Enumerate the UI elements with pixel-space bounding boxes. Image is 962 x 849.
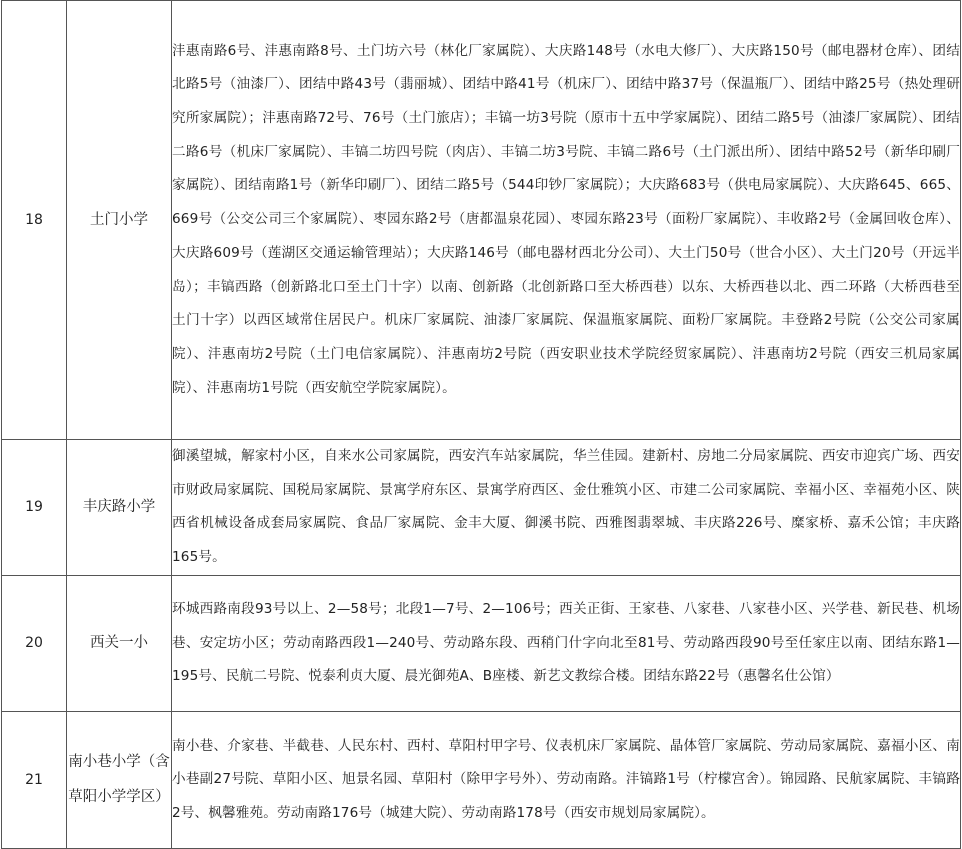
school-name: 土门小学: [67, 1, 172, 440]
table-row: [2, 1, 961, 440]
school-district-table: [1, 0, 961, 849]
school-name: 西关一小: [67, 575, 172, 711]
district-area: 沣惠南路6号、沣惠南路8号、土门坊六号（林化厂家属院）、大庆路148号（水电大修厂）、大庆路150号（邮电器材仓库）、团结北路5号（油漆厂）、团结中路43号（翡丽城）、团结中路41号（机床厂）、团结中路37号（保温瓶厂）、团结中路25号（热处理研究所家属院）；沣惠南路72号、76号（土门旅店）；丰镐一坊3号院（原市十五中学家属院）、团结二路5号（油漆厂家属院）、团结二路6号（机床厂家属院）、丰镐二坊四号院（肉店）、丰镐二坊3号院、丰镐二路6号（土门派出所）、团结中路52号（新华印刷厂家属院）、团结南路1号（新华印刷厂）、团结二路5号（544印钞厂家属院）；大庆路683号（供电局家属院）、大庆路645、665、669号（公交公司三个家属院）、枣园东路2号（唐都温泉花园）、枣园东路23号（面粉厂家属院）、丰收路2号（金属回收仓库）、大庆路609号（莲湖区交通运输管理站）；大庆路146号（邮电器材西北分公司）、大土门50号（世合小区）、大土门20号（开远半岛）；丰镐西路（创新路北口至土门十字）以南、创新路（北创新路口至大桥西巷）以东、大桥西巷以北、西二环路（大桥西巷至土门十字）以西区域常住居民户。机床厂家属院、油漆厂家属院、保温瓶家属院、面粉厂家属院。丰登路2号院（公交公司家属院）、沣惠南坊2号院（土门电信家属院）、沣惠南坊2号院（西安职业技术学院经贸家属院）、沣惠南坊2号院（西安三机局家属院）、沣惠南坊1号院（西安航空学院家属院）。: [172, 1, 961, 440]
table-row: [2, 575, 961, 711]
row-number: 18: [2, 1, 67, 440]
school-name: 南小巷小学（含草阳小学学区）: [67, 711, 172, 848]
table-row: [2, 711, 961, 848]
row-number: 19: [2, 440, 67, 576]
row-number: 20: [2, 575, 67, 711]
table-row: [2, 440, 961, 576]
district-area: 环城西路南段93号以上、2—58号；北段1—7号、2—106号；西关正街、王家巷、八家巷、八家巷小区、兴学巷、新民巷、机场巷、安定坊小区；劳动南路西段1—240号、劳动路东段、西稍门什字向北至81号、劳动路西段90号至任家庄以南、团结东路1—195号、民航二号院、悦泰利贞大厦、晨光御苑A、B座楼、新艺文教综合楼。团结东路22号（惠馨名仕公馆）: [172, 575, 961, 711]
district-area: 御溪望城，解家村小区，自来水公司家属院，西安汽车站家属院，华兰佳园。建新村、房地二分局家属院、西安市迎宾广场、西安市财政局家属院、国税局家属院、景寓学府东区、景寓学府西区、金仕雅筑小区、市建二公司家属院、幸福小区、幸福苑小区、陕西省机械设备成套局家属院、食品厂家属院、金丰大厦、御溪书院、西雅图翡翠城、丰庆路226号、糜家桥、嘉禾公馆；丰庆路165号。: [172, 440, 961, 576]
school-name: 丰庆路小学: [67, 440, 172, 576]
row-number: 21: [2, 711, 67, 848]
district-area: 南小巷、介家巷、半截巷、人民东村、西村、草阳村甲字号、仪表机床厂家属院、晶体管厂家属院、劳动局家属院、嘉福小区、南小巷副27号院、草阳小区、旭景名园、草阳村（除甲字号外）、劳动南路。沣镐路1号（柠檬宫舍）。锦园路、民航家属院、丰镐路2号、枫馨雅苑。劳动南路176号（城建大院）、劳动南路178号（西安市规划局家属院）。: [172, 711, 961, 848]
